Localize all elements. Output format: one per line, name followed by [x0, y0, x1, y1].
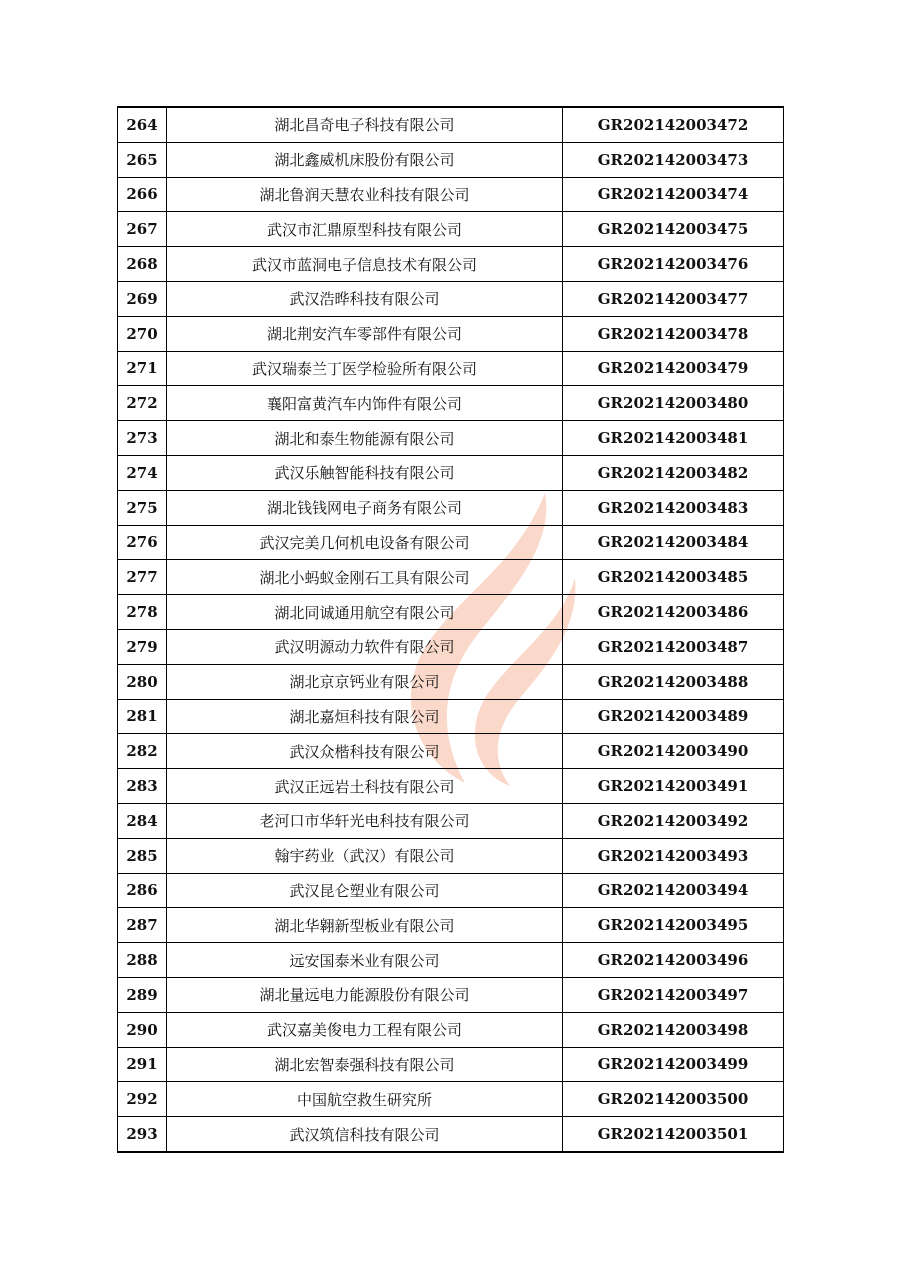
row-number: 287	[118, 908, 167, 943]
table-row	[118, 525, 784, 560]
certificate-number: GR202142003494	[563, 873, 784, 908]
row-number: 275	[118, 490, 167, 525]
certificate-number: GR202142003473	[563, 142, 784, 177]
certificate-number: GR202142003493	[563, 838, 784, 873]
row-number: 291	[118, 1047, 167, 1082]
table-row	[118, 664, 784, 699]
certificate-number: GR202142003490	[563, 734, 784, 769]
company-name: 武汉筑信科技有限公司	[167, 1117, 563, 1152]
row-number: 278	[118, 595, 167, 630]
company-name: 湖北同诚通用航空有限公司	[167, 595, 563, 630]
company-name: 远安国泰米业有限公司	[167, 943, 563, 978]
company-name: 湖北小蚂蚁金刚石工具有限公司	[167, 560, 563, 595]
company-name: 老河口市华轩光电科技有限公司	[167, 803, 563, 838]
certificate-number: GR202142003496	[563, 943, 784, 978]
row-number: 285	[118, 838, 167, 873]
table-row	[118, 629, 784, 664]
company-name: 武汉昆仑塑业有限公司	[167, 873, 563, 908]
certificate-number: GR202142003484	[563, 525, 784, 560]
certificate-number: GR202142003486	[563, 595, 784, 630]
row-number: 271	[118, 351, 167, 386]
certificate-number: GR202142003480	[563, 386, 784, 421]
company-name: 湖北钱钱网电子商务有限公司	[167, 490, 563, 525]
company-name: 武汉正远岩土科技有限公司	[167, 769, 563, 804]
row-number: 286	[118, 873, 167, 908]
table-row	[118, 212, 784, 247]
table-row	[118, 455, 784, 490]
row-number: 276	[118, 525, 167, 560]
row-number: 293	[118, 1117, 167, 1152]
row-number: 274	[118, 455, 167, 490]
certificate-number: GR202142003475	[563, 212, 784, 247]
company-name: 湖北昌奇电子科技有限公司	[167, 107, 563, 142]
row-number: 267	[118, 212, 167, 247]
table-row	[118, 908, 784, 943]
certificate-number: GR202142003491	[563, 769, 784, 804]
certificate-number: GR202142003474	[563, 177, 784, 212]
table-row	[118, 560, 784, 595]
company-name: 武汉明源动力软件有限公司	[167, 629, 563, 664]
company-name: 武汉嘉美俊电力工程有限公司	[167, 1012, 563, 1047]
table-row	[118, 838, 784, 873]
row-number: 265	[118, 142, 167, 177]
company-name: 湖北鑫威机床股份有限公司	[167, 142, 563, 177]
row-number: 284	[118, 803, 167, 838]
company-name: 湖北荆安汽车零部件有限公司	[167, 316, 563, 351]
row-number: 270	[118, 316, 167, 351]
table-row	[118, 943, 784, 978]
certificate-number: GR202142003498	[563, 1012, 784, 1047]
table-row	[118, 595, 784, 630]
certificate-number: GR202142003488	[563, 664, 784, 699]
table-row	[118, 351, 784, 386]
company-name: 湖北量远电力能源股份有限公司	[167, 977, 563, 1012]
certificate-number: GR202142003487	[563, 629, 784, 664]
certificate-number: GR202142003501	[563, 1117, 784, 1152]
table-body	[118, 107, 784, 1152]
table-row	[118, 1012, 784, 1047]
certificate-number: GR202142003481	[563, 421, 784, 456]
table-row	[118, 421, 784, 456]
certificate-number: GR202142003485	[563, 560, 784, 595]
row-number: 277	[118, 560, 167, 595]
table-row	[118, 769, 784, 804]
certificate-number: GR202142003495	[563, 908, 784, 943]
row-number: 279	[118, 629, 167, 664]
company-name: 武汉乐触智能科技有限公司	[167, 455, 563, 490]
company-name: 中国航空救生研究所	[167, 1082, 563, 1117]
row-number: 268	[118, 247, 167, 282]
certificate-number: GR202142003492	[563, 803, 784, 838]
company-name: 湖北京京钙业有限公司	[167, 664, 563, 699]
table-row	[118, 977, 784, 1012]
row-number: 280	[118, 664, 167, 699]
company-name: 武汉完美几何机电设备有限公司	[167, 525, 563, 560]
table-row	[118, 316, 784, 351]
row-number: 273	[118, 421, 167, 456]
table-row	[118, 803, 784, 838]
certificate-number: GR202142003477	[563, 281, 784, 316]
table-row	[118, 177, 784, 212]
certificate-number: GR202142003497	[563, 977, 784, 1012]
certificate-number: GR202142003500	[563, 1082, 784, 1117]
company-name: 武汉瑞泰兰丁医学检验所有限公司	[167, 351, 563, 386]
certificate-number: GR202142003482	[563, 455, 784, 490]
certificate-number: GR202142003479	[563, 351, 784, 386]
row-number: 292	[118, 1082, 167, 1117]
table-row	[118, 247, 784, 282]
company-name: 湖北华翱新型板业有限公司	[167, 908, 563, 943]
row-number: 282	[118, 734, 167, 769]
table-row	[118, 734, 784, 769]
table-row	[118, 1117, 784, 1152]
company-name: 翰宇药业（武汉）有限公司	[167, 838, 563, 873]
row-number: 290	[118, 1012, 167, 1047]
table-row	[118, 699, 784, 734]
table-row	[118, 873, 784, 908]
row-number: 289	[118, 977, 167, 1012]
table-row	[118, 107, 784, 142]
table-row	[118, 1082, 784, 1117]
company-name: 襄阳富黄汽车内饰件有限公司	[167, 386, 563, 421]
row-number: 281	[118, 699, 167, 734]
company-name: 湖北和泰生物能源有限公司	[167, 421, 563, 456]
company-name: 武汉市汇鼎原型科技有限公司	[167, 212, 563, 247]
row-number: 283	[118, 769, 167, 804]
company-list-table	[117, 106, 784, 1153]
table-row	[118, 142, 784, 177]
company-name: 湖北宏智泰强科技有限公司	[167, 1047, 563, 1082]
company-name: 武汉浩晔科技有限公司	[167, 281, 563, 316]
table-row	[118, 490, 784, 525]
row-number: 269	[118, 281, 167, 316]
certificate-number: GR202142003489	[563, 699, 784, 734]
certificate-number: GR202142003472	[563, 107, 784, 142]
row-number: 272	[118, 386, 167, 421]
certificate-number: GR202142003483	[563, 490, 784, 525]
certificate-number: GR202142003478	[563, 316, 784, 351]
table-row	[118, 281, 784, 316]
row-number: 288	[118, 943, 167, 978]
certificate-number: GR202142003476	[563, 247, 784, 282]
table-row	[118, 386, 784, 421]
company-name: 湖北嘉烜科技有限公司	[167, 699, 563, 734]
row-number: 264	[118, 107, 167, 142]
table-row	[118, 1047, 784, 1082]
row-number: 266	[118, 177, 167, 212]
certificate-number: GR202142003499	[563, 1047, 784, 1082]
company-name: 武汉市蓝洞电子信息技术有限公司	[167, 247, 563, 282]
company-name: 武汉众楷科技有限公司	[167, 734, 563, 769]
company-name: 湖北鲁润天慧农业科技有限公司	[167, 177, 563, 212]
